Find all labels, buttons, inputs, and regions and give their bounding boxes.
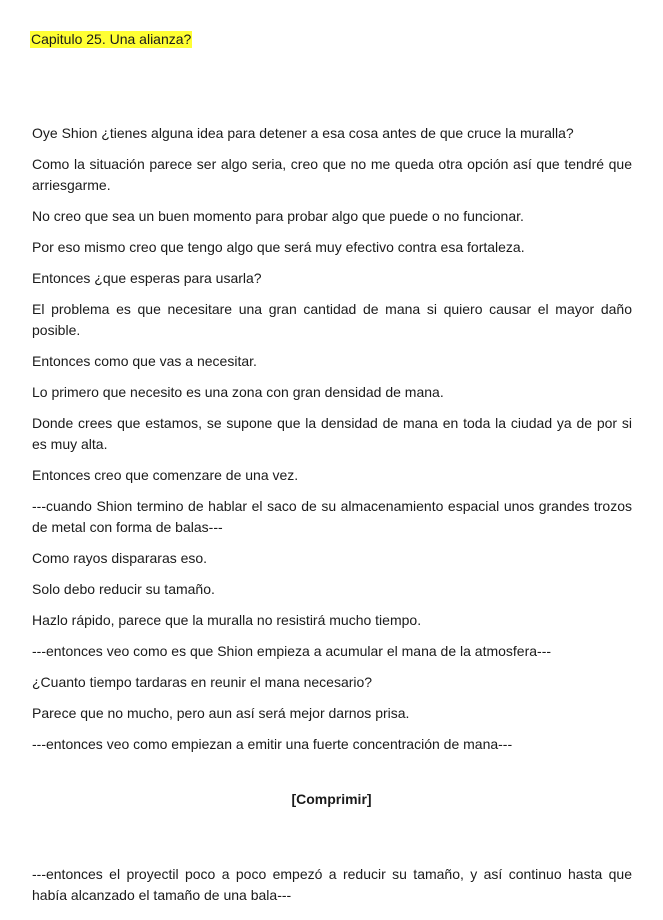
paragraph: Oye Shion ¿tienes alguna idea para detener a esa cosa antes de que cruce la muralla? bbox=[32, 125, 574, 141]
paragraph: No creo que sea un buen momento para probar algo que puede o no funcionar. bbox=[32, 208, 524, 224]
paragraph: El problema es que necesitare una gran cantidad de mana si quiero causar el mayor daño posible. bbox=[32, 301, 632, 338]
paragraph: ¿Cuanto tiempo tardaras en reunir el mana necesario? bbox=[32, 674, 373, 690]
paragraph: Entonces como que vas a necesitar. bbox=[32, 353, 257, 369]
paragraph: Parece que no mucho, pero aun así será mejor darnos prisa. bbox=[32, 705, 410, 721]
paragraph: Donde crees que estamos, se supone que la densidad de mana en toda la ciudad ya de por si es muy alta. bbox=[32, 415, 632, 452]
final-paragraph: ---entonces el proyectil poco a poco empezó a reducir su tamaño, y así continuo hasta que había alcanzado el tamaño de una bala--- bbox=[32, 866, 632, 903]
paragraph-list bbox=[32, 123, 632, 765]
paragraph: Como la situación parece ser algo seria, creo que no me queda otra opción así que tendré que arriesgarme. bbox=[32, 156, 632, 193]
paragraph: Solo debo reducir su tamaño. bbox=[32, 581, 215, 597]
paragraph: ---entonces veo como empiezan a emitir una fuerte concentración de mana--- bbox=[32, 736, 513, 752]
paragraph: Entonces creo que comenzare de una vez. bbox=[32, 467, 299, 483]
paragraph: Entonces ¿que esperas para usarla? bbox=[32, 270, 262, 286]
section-heading: [Comprimir] bbox=[291, 791, 372, 807]
paragraph: ---entonces veo como es que Shion empieza a acumular el mana de la atmosfera--- bbox=[32, 643, 552, 659]
paragraph: Hazlo rápido, parece que la muralla no resistirá mucho tiempo. bbox=[32, 612, 422, 628]
paragraph: ---cuando Shion termino de hablar el saco de su almacenamiento espacial unos grandes trozos de metal con forma de balas--- bbox=[32, 498, 632, 535]
paragraph: Por eso mismo creo que tengo algo que será muy efectivo contra esa fortaleza. bbox=[32, 239, 525, 255]
paragraph: Como rayos dispararas eso. bbox=[32, 550, 208, 566]
paragraph: Lo primero que necesito es una zona con gran densidad de mana. bbox=[32, 384, 444, 400]
chapter-title: Capitulo 25. Una alianza? bbox=[31, 31, 192, 47]
